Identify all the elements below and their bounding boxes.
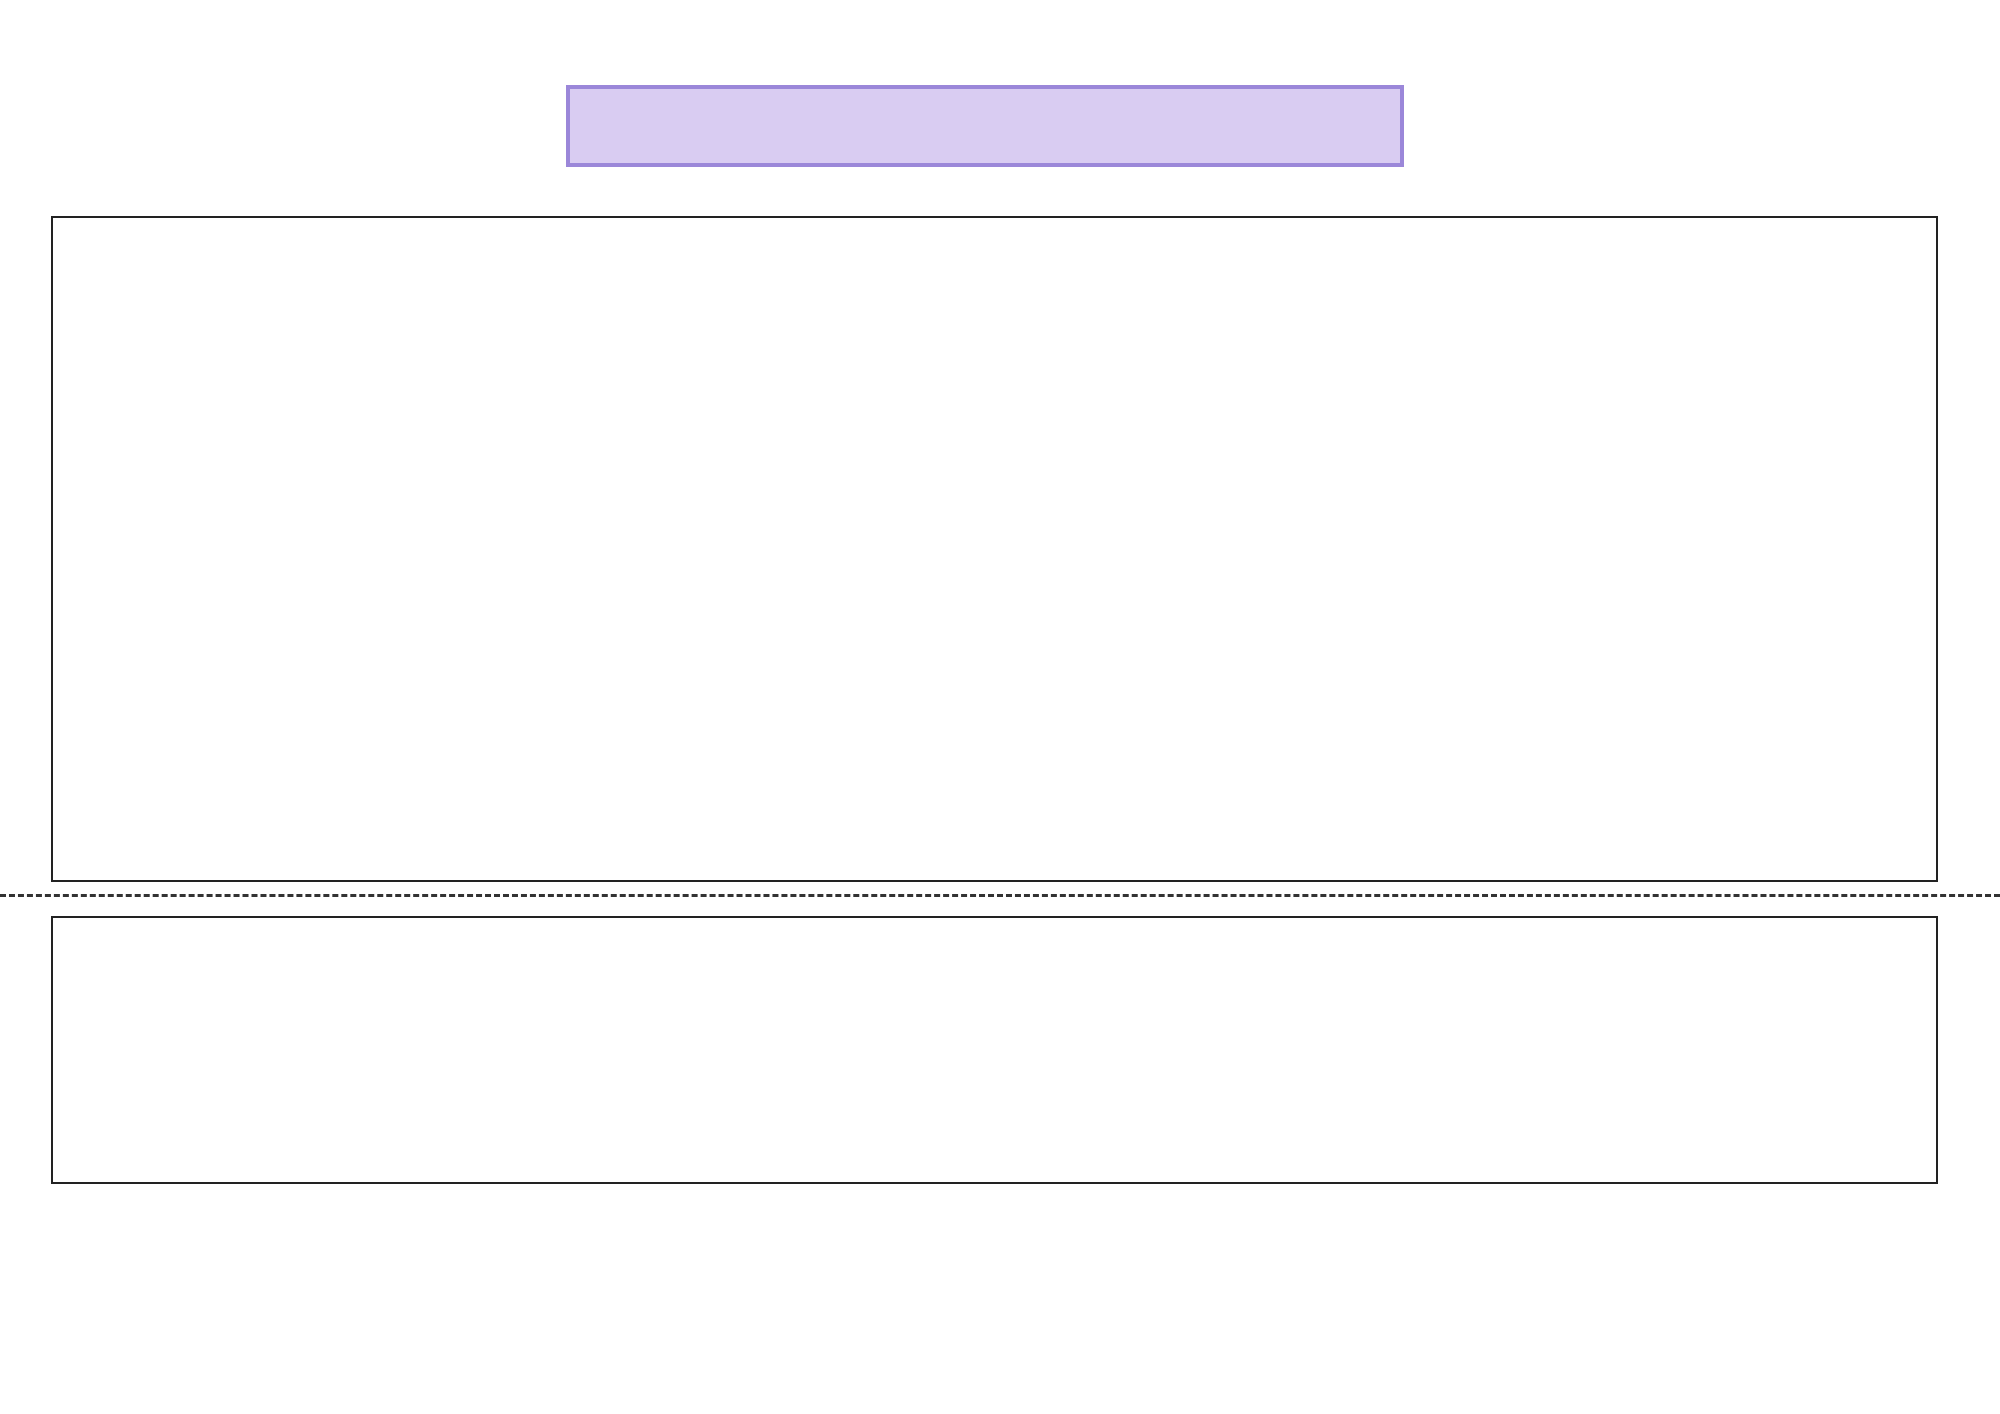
cut-line <box>0 894 2000 897</box>
title-box <box>566 85 1404 167</box>
instructions <box>62 1190 1902 1220</box>
faces-table <box>51 916 1938 1184</box>
activity-table <box>51 216 1938 882</box>
instructions-paragraph <box>62 1190 1902 1220</box>
